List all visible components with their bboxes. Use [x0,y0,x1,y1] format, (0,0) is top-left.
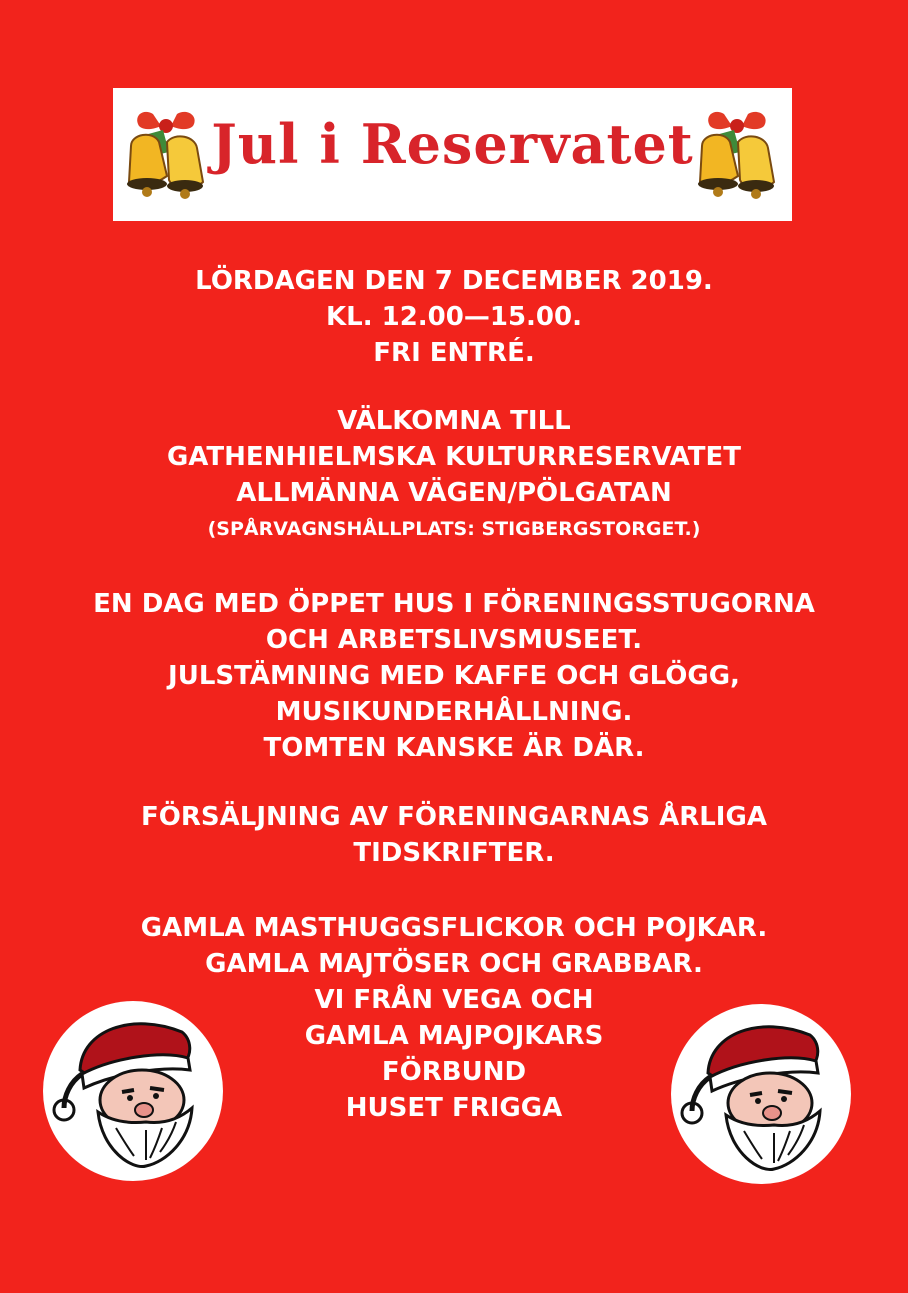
sales-line: TIDSKRIFTER. [353,838,555,868]
program-line: EN DAG MED ÖPPET HUS I FÖRENINGSSTUGORNA [93,589,815,619]
welcome-section [0,403,908,547]
venue-address: ALLMÄNNA VÄGEN/PÖLGATAN [236,478,672,508]
page-title: Jul i Reservatet [211,112,694,176]
organizer-line: FÖRBUND [381,1057,527,1087]
organizer-line: GAMLA MASTHUGGSFLICKOR OCH POJKAR. [140,913,768,943]
christmas-bells-icon [694,106,786,202]
sales-line: FÖRSÄLJNING AV FÖRENINGARNAS ÅRLIGA [141,802,767,832]
santa-face-icon [670,1003,852,1185]
organizer-line: HUSET FRIGGA [345,1093,563,1123]
venue-name: GATHENHIELMSKA KULTURRESERVATET [166,442,742,472]
organizer-line: GAMLA MAJTÖSER OCH GRABBAR. [205,949,703,979]
event-info [0,263,908,371]
title-banner [113,88,792,221]
welcome-line: VÄLKOMNA TILL [337,406,571,436]
program-line: OCH ARBETSLIVSMUSEET. [265,625,643,655]
program-section [0,586,908,766]
santa-face-icon [42,1000,224,1182]
event-time: KL. 12.00—15.00. [325,302,582,332]
program-line: MUSIKUNDERHÅLLNING. [275,697,633,727]
program-line: TOMTEN KANSKE ÄR DÄR. [263,733,645,763]
program-line: JULSTÄMNING MED KAFFE OCH GLÖGG, [168,661,740,691]
event-date: LÖRDAGEN DEN 7 DECEMBER 2019. [195,266,713,296]
event-entry: FRI ENTRÉ. [373,338,535,368]
organizer-line: GAMLA MAJPOJKARS [304,1021,604,1051]
sales-section [0,799,908,871]
tram-stop: (SPÅRVAGNSHÅLLPLATS: STIGBERGSTORGET.) [207,518,701,540]
organizer-line: VI FRÅN VEGA OCH [314,985,594,1015]
